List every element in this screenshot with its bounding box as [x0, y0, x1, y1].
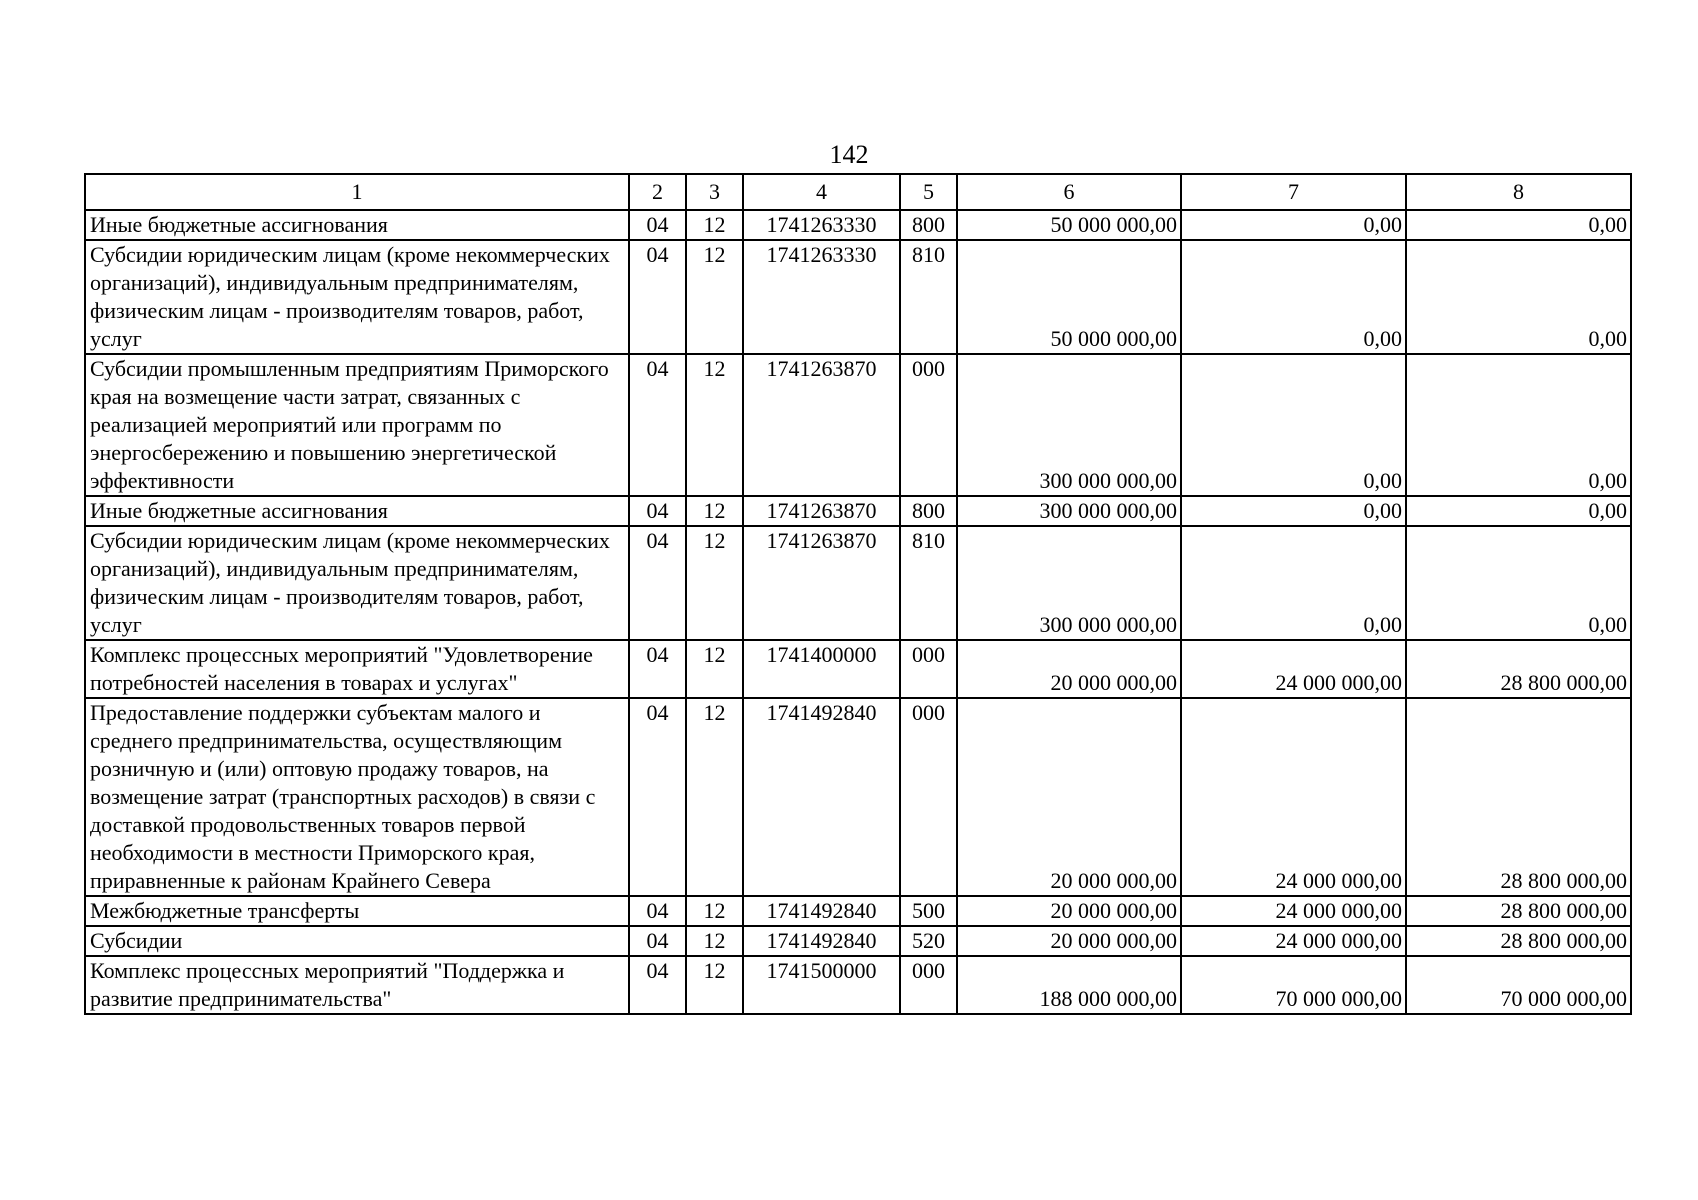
amount-col-6: 20 000 000,00 [957, 698, 1181, 896]
column-header-7: 7 [1181, 174, 1406, 210]
table-row [85, 896, 1631, 926]
amount-col-6: 20 000 000,00 [957, 640, 1181, 698]
section-code: 04 [629, 526, 686, 640]
section-code: 04 [629, 240, 686, 354]
target-article-code: 1741500000 [743, 956, 900, 1014]
budget-table [84, 173, 1632, 1015]
expense-type-code: 500 [900, 896, 957, 926]
section-code: 04 [629, 926, 686, 956]
table-row [85, 698, 1631, 896]
expense-type-code: 000 [900, 354, 957, 496]
amount-col-6: 50 000 000,00 [957, 240, 1181, 354]
expense-type-code: 000 [900, 698, 957, 896]
target-article-code: 1741492840 [743, 926, 900, 956]
section-code: 04 [629, 956, 686, 1014]
table-row [85, 926, 1631, 956]
row-name: Межбюджетные трансферты [85, 896, 629, 926]
section-code: 04 [629, 354, 686, 496]
subsection-code: 12 [686, 698, 743, 896]
amount-col-8: 0,00 [1406, 210, 1631, 240]
row-name: Иные бюджетные ассигнования [85, 210, 629, 240]
amount-col-7: 0,00 [1181, 354, 1406, 496]
target-article-code: 1741263330 [743, 210, 900, 240]
amount-col-6: 300 000 000,00 [957, 354, 1181, 496]
row-name: Иные бюджетные ассигнования [85, 496, 629, 526]
amount-col-8: 28 800 000,00 [1406, 896, 1631, 926]
subsection-code: 12 [686, 240, 743, 354]
expense-type-code: 810 [900, 526, 957, 640]
subsection-code: 12 [686, 210, 743, 240]
target-article-code: 1741400000 [743, 640, 900, 698]
amount-col-6: 50 000 000,00 [957, 210, 1181, 240]
row-name: Субсидии юридическим лицам (кроме некоммерческих организаций), индивидуальным предпринимателям, физическим лицам - производителям товаров, работ, услуг [85, 526, 629, 640]
subsection-code: 12 [686, 640, 743, 698]
amount-col-7: 0,00 [1181, 210, 1406, 240]
column-header-5: 5 [900, 174, 957, 210]
row-name: Субсидии юридическим лицам (кроме некоммерческих организаций), индивидуальным предпринимателям, физическим лицам - производителям товаров, работ, услуг [85, 240, 629, 354]
expense-type-code: 810 [900, 240, 957, 354]
table-row [85, 496, 1631, 526]
amount-col-6: 300 000 000,00 [957, 526, 1181, 640]
section-code: 04 [629, 896, 686, 926]
row-name: Субсидии промышленным предприятиям Приморского края на возмещение части затрат, связанных с реализацией мероприятий или программ по энергосбережению и повышению энергетической эффективности [85, 354, 629, 496]
subsection-code: 12 [686, 354, 743, 496]
subsection-code: 12 [686, 956, 743, 1014]
column-header-1: 1 [85, 174, 629, 210]
amount-col-6: 20 000 000,00 [957, 896, 1181, 926]
table-row [85, 526, 1631, 640]
target-article-code: 1741492840 [743, 896, 900, 926]
amount-col-8: 28 800 000,00 [1406, 926, 1631, 956]
column-header-3: 3 [686, 174, 743, 210]
target-article-code: 1741263870 [743, 496, 900, 526]
row-name: Комплекс процессных мероприятий "Удовлетворение потребностей населения в товарах и услугах" [85, 640, 629, 698]
amount-col-8: 28 800 000,00 [1406, 640, 1631, 698]
amount-col-8: 0,00 [1406, 526, 1631, 640]
target-article-code: 1741263330 [743, 240, 900, 354]
column-header-6: 6 [957, 174, 1181, 210]
table-body [85, 210, 1631, 1014]
subsection-code: 12 [686, 926, 743, 956]
amount-col-6: 188 000 000,00 [957, 956, 1181, 1014]
amount-col-7: 24 000 000,00 [1181, 698, 1406, 896]
column-header-8: 8 [1406, 174, 1631, 210]
amount-col-8: 70 000 000,00 [1406, 956, 1631, 1014]
subsection-code: 12 [686, 526, 743, 640]
section-code: 04 [629, 640, 686, 698]
header-row [85, 174, 1631, 210]
target-article-code: 1741263870 [743, 354, 900, 496]
expense-type-code: 000 [900, 956, 957, 1014]
amount-col-7: 24 000 000,00 [1181, 926, 1406, 956]
amount-col-8: 0,00 [1406, 496, 1631, 526]
amount-col-7: 24 000 000,00 [1181, 640, 1406, 698]
row-name: Комплекс процессных мероприятий "Поддержка и развитие предпринимательства" [85, 956, 629, 1014]
table-header [85, 174, 1631, 210]
amount-col-7: 0,00 [1181, 526, 1406, 640]
column-header-2: 2 [629, 174, 686, 210]
target-article-code: 1741263870 [743, 526, 900, 640]
amount-col-8: 0,00 [1406, 354, 1631, 496]
expense-type-code: 520 [900, 926, 957, 956]
row-name: Субсидии [85, 926, 629, 956]
section-code: 04 [629, 698, 686, 896]
subsection-code: 12 [686, 896, 743, 926]
table-row [85, 210, 1631, 240]
column-header-4: 4 [743, 174, 900, 210]
target-article-code: 1741492840 [743, 698, 900, 896]
amount-col-7: 0,00 [1181, 496, 1406, 526]
row-name: Предоставление поддержки субъектам малого и среднего предпринимательства, осуществляющим розничную и (или) оптовую продажу товаров, на возмещение затрат (транспортных расходов) в связи с доставкой продовольственных товаров первой необходимости в местности Приморского края, приравненные к районам Крайнего Севера [85, 698, 629, 896]
amount-col-8: 28 800 000,00 [1406, 698, 1631, 896]
section-code: 04 [629, 210, 686, 240]
amount-col-8: 0,00 [1406, 240, 1631, 354]
table-row [85, 640, 1631, 698]
table-row [85, 354, 1631, 496]
expense-type-code: 000 [900, 640, 957, 698]
page-number: 142 [829, 140, 869, 169]
amount-col-6: 20 000 000,00 [957, 926, 1181, 956]
section-code: 04 [629, 496, 686, 526]
expense-type-code: 800 [900, 496, 957, 526]
table-row [85, 240, 1631, 354]
amount-col-6: 300 000 000,00 [957, 496, 1181, 526]
expense-type-code: 800 [900, 210, 957, 240]
amount-col-7: 0,00 [1181, 240, 1406, 354]
subsection-code: 12 [686, 496, 743, 526]
amount-col-7: 70 000 000,00 [1181, 956, 1406, 1014]
amount-col-7: 24 000 000,00 [1181, 896, 1406, 926]
table-row [85, 956, 1631, 1014]
